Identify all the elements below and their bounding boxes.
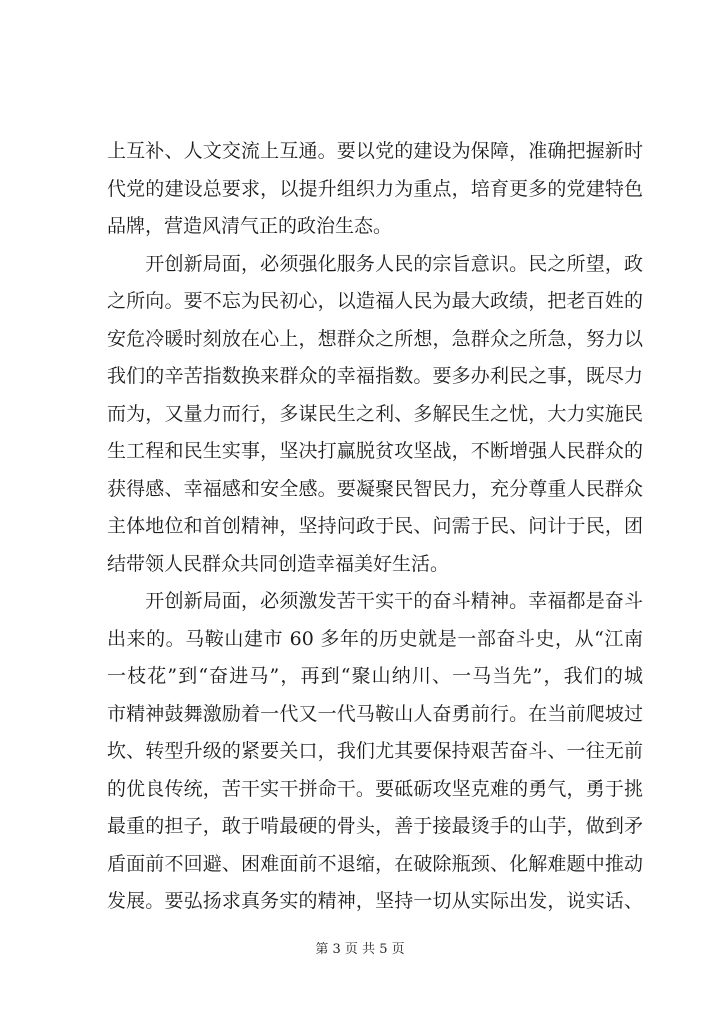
text-line: 品牌，营造风清气正的政治生态。: [107, 215, 393, 237]
text-line: 代党的建设总要求，以提升组织力为重点，培育更多的党建特色: [107, 177, 643, 200]
text-line: 一枝花”到“奋进马”，再到“聚山纳川、一马当先”，我们的城: [107, 665, 643, 687]
text-line: 开创新局面，必须强化服务人民的宗旨意识。民之所望，政: [107, 252, 643, 275]
text-line: 盾面前不回避、困难面前不退缩，在破除瓶颈、化解难题中推动: [107, 852, 643, 875]
text-line: 出来的。马鞍山建市 60 多年的历史就是一部奋斗史，从“江南: [107, 627, 643, 650]
text-line: 之所向。要不忘为民初心，以造福人民为最大政绩，把老百姓的: [107, 290, 643, 312]
text-line: 主体地位和首创精神，坚持问政于民、问需于民、问计于民，团: [107, 515, 643, 537]
text-line: 结带领人民群众共同创造幸福美好生活。: [107, 552, 450, 575]
text-line: 上互补、人文交流上互通。要以党的建设为保障，准确把握新时: [107, 140, 643, 162]
text-line: 发展。要弘扬求真务实的精神，坚持一切从实际出发，说实话、: [107, 890, 643, 912]
text-line: 获得感、幸福感和安全感。要凝聚民智民力，充分尊重人民群众: [107, 477, 643, 500]
text-line: 坎、转型升级的紧要关口，我们尤其要保持艰苦奋斗、一往无前: [107, 740, 643, 762]
text-line: 开创新局面，必须激发苦干实干的奋斗精神。幸福都是奋斗: [107, 590, 643, 612]
body-text: [107, 133, 643, 921]
text-line: 生工程和民生实事，坚决打赢脱贫攻坚战，不断增强人民群众的: [107, 440, 643, 462]
text-line: 我们的辛苦指数换来群众的幸福指数。要多办利民之事，既尽力: [107, 365, 643, 387]
text-line: 而为，又量力而行，多谋民生之利、多解民生之忧，大力实施民: [107, 402, 643, 425]
text-line: 安危冷暖时刻放在心上，想群众之所想，急群众之所急，努力以: [107, 327, 643, 350]
text-line: 最重的担子，敢于啃最硬的骨头，善于接最烫手的山芋，做到矛: [107, 815, 643, 837]
page-footer: 第 3 页 共 5 页: [315, 942, 405, 957]
text-line: 市精神鼓舞激励着一代又一代马鞍山人奋勇前行。在当前爬坡过: [107, 702, 643, 725]
text-line: 的优良传统，苦干实干拼命干。要砥砺攻坚克难的勇气，勇于挑: [107, 777, 643, 800]
